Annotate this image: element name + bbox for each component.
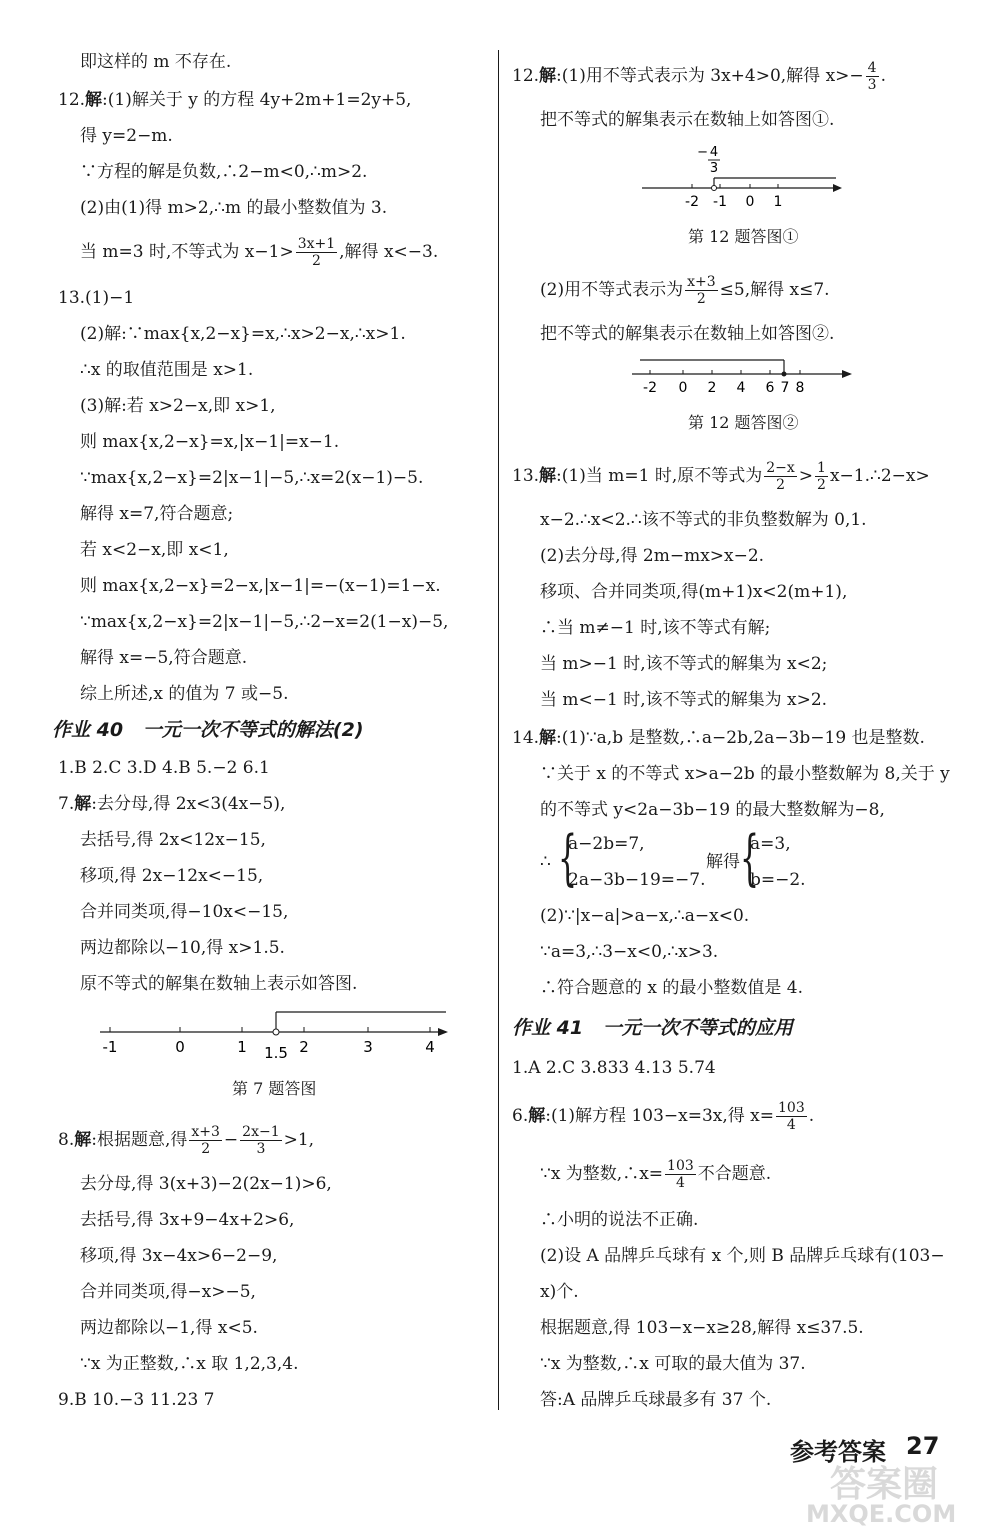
tick-label: -2 bbox=[685, 194, 699, 210]
text-line: ∵关于 x 的不等式 x>a−2b 的最小整数解为 8,关于 y bbox=[540, 764, 950, 784]
therefore-sign: ∴ bbox=[540, 852, 551, 872]
text-line: 当 m<−1 时,该不等式的解集为 x>2. bbox=[540, 690, 828, 710]
fraction-denominator: 2 bbox=[776, 477, 785, 493]
section-number: 作业 40 bbox=[52, 719, 124, 741]
point-label-numerator: 4 bbox=[709, 145, 719, 160]
fraction bbox=[815, 460, 828, 493]
fraction bbox=[189, 1124, 222, 1157]
text-line: (2)由(1)得 m>2,∴m 的最小整数值为 3. bbox=[80, 198, 388, 218]
tick-label: 8 bbox=[795, 380, 805, 396]
text-line: 去分母,得 3(x+3)−2(2x−1)>6, bbox=[80, 1174, 332, 1194]
text-span: :(1)用不等式表示为 3x+4>0,解得 x>− bbox=[556, 66, 864, 86]
tick-label: 1.5 bbox=[264, 1044, 288, 1062]
minus-sign: − bbox=[697, 145, 708, 160]
text-line: ∵x 为整数,∴x 可取的最大值为 37. bbox=[540, 1354, 806, 1374]
point-label-denominator: 3 bbox=[709, 161, 719, 176]
text-line: 则 max{x,2−x}=2−x,|x−1|=−(x−1)=1−x. bbox=[80, 576, 441, 596]
fraction-denominator: 4 bbox=[675, 1175, 685, 1191]
axis-arrow bbox=[842, 370, 852, 378]
q13-line bbox=[512, 460, 930, 493]
text-span: :(1)当 m=1 时,原不等式为 bbox=[556, 466, 763, 486]
fraction-numerator: 1 bbox=[817, 460, 826, 476]
text-line: 解得 x=7,符合题意; bbox=[80, 504, 234, 524]
text-line: 的不等式 y<2a−3b−19 的最大整数解为−8, bbox=[540, 800, 885, 820]
text-span: ≤5,解得 x≤7. bbox=[719, 280, 830, 300]
question-number: 12. bbox=[512, 66, 540, 86]
text-span: . bbox=[808, 1106, 815, 1126]
fraction-numerator: x+3 bbox=[191, 1124, 220, 1140]
text-line: 即这样的 m 不存在. bbox=[80, 52, 232, 72]
question-number: 14. bbox=[512, 728, 540, 748]
text-line: 若 x<2−x,即 x<1, bbox=[80, 540, 229, 560]
tick-label: 1 bbox=[237, 1038, 247, 1056]
text-line: 移项,得 3x−4x>6−2−9, bbox=[80, 1246, 278, 1266]
text-line: 13.(1)−1 bbox=[58, 288, 135, 308]
text-line: 1.B 2.C 3.D 4.B 5.−2 6.1 bbox=[58, 758, 270, 778]
text-line: ∵a=3,∴3−x<0,∴x>3. bbox=[540, 942, 719, 962]
text-span: x−1.∴2−x> bbox=[829, 466, 930, 486]
text-line bbox=[540, 274, 830, 307]
fraction bbox=[764, 460, 797, 493]
equation: a−2b=7, bbox=[568, 834, 645, 854]
text-line: 去括号,得 2x<12x−15, bbox=[80, 830, 266, 850]
text-line: ∴当 m≠−1 时,该不等式有解; bbox=[540, 618, 771, 638]
text-line: 把不等式的解集表示在数轴上如答图①. bbox=[540, 110, 835, 130]
number-line-q12-2 bbox=[628, 352, 856, 402]
tick-label: 0 bbox=[175, 1038, 185, 1056]
fraction-numerator: 4 bbox=[867, 60, 877, 76]
fraction bbox=[685, 274, 718, 307]
left-brace: { bbox=[558, 823, 578, 893]
watermark-url: MXQE.COM bbox=[806, 1500, 957, 1528]
text-span: :(1)∵a,b 是整数,∴a−2b,2a−3b−19 也是整数. bbox=[556, 728, 925, 748]
text-line: 移项,得 2x−12x<−15, bbox=[80, 866, 264, 886]
tick-label: 0 bbox=[745, 194, 755, 210]
left-brace: { bbox=[740, 823, 760, 893]
solution-label: 解 bbox=[85, 90, 103, 110]
text-line: ∴x 的取值范围是 x>1. bbox=[80, 360, 254, 380]
section-heading-40 bbox=[52, 718, 364, 742]
fraction-numerator: 3x+1 bbox=[297, 236, 336, 252]
text-span: (2)用不等式表示为 bbox=[540, 280, 684, 300]
column-divider bbox=[498, 50, 499, 1410]
text-line: 两边都除以−10,得 x>1.5. bbox=[80, 938, 285, 958]
fraction-numerator: 2−x bbox=[766, 460, 795, 476]
section-title: 一元一次不等式的解法(2) bbox=[142, 719, 364, 741]
fraction-denominator: 4 bbox=[786, 1117, 796, 1133]
footer-label: 参考答案 bbox=[790, 1438, 886, 1466]
text-line: 1.A 2.C 3.833 4.13 5.74 bbox=[512, 1058, 716, 1078]
text-line: (2)设 A 品牌乒乓球有 x 个,则 B 品牌乒乓球有(103− bbox=[540, 1246, 945, 1266]
solution-label: 解 bbox=[74, 794, 92, 814]
text-line: 则 max{x,2−x}=x,|x−1|=x−1. bbox=[80, 432, 340, 452]
q12-line bbox=[512, 60, 886, 93]
text-line: 合并同类项,得−10x<−15, bbox=[80, 902, 289, 922]
equation: a=3, bbox=[750, 834, 791, 854]
question-number: 13. bbox=[512, 466, 540, 486]
text-span: :(1)解关于 y 的方程 4y+2m+1=2y+5, bbox=[102, 90, 412, 110]
tick-label: 0 bbox=[678, 380, 688, 396]
text-line: ∵x 为正整数,∴x 取 1,2,3,4. bbox=[80, 1354, 299, 1374]
question-number: 6. bbox=[512, 1106, 529, 1126]
solution-label: 解 bbox=[539, 728, 557, 748]
tick-label: 2 bbox=[299, 1038, 309, 1056]
question-number: 12. bbox=[58, 90, 86, 110]
open-point bbox=[273, 1029, 279, 1035]
text-line: ∵max{x,2−x}=2|x−1|−5,∴x=2(x−1)−5. bbox=[80, 468, 424, 488]
equation: 2a−3b−19=−7. bbox=[568, 870, 706, 890]
section-number: 作业 41 bbox=[512, 1017, 584, 1039]
number-line-q12-1 bbox=[640, 144, 844, 212]
text-line: ∴小明的说法不正确. bbox=[540, 1210, 699, 1230]
fraction-denominator: 2 bbox=[201, 1141, 211, 1157]
solution-label: 解 bbox=[539, 66, 557, 86]
tick-label: 3 bbox=[363, 1038, 373, 1056]
text-span: :(1)解方程 103−x=3x,得 x= bbox=[545, 1106, 775, 1126]
text-line: 9.B 10.−3 11.23 7 bbox=[58, 1390, 215, 1410]
text-line: 根据题意,得 103−x−x≥28,解得 x≤37.5. bbox=[540, 1318, 864, 1338]
text-span: . bbox=[880, 66, 886, 86]
q6-line bbox=[512, 1100, 814, 1133]
tick-label: 6 bbox=[765, 380, 775, 396]
open-point bbox=[712, 186, 717, 191]
fraction-denominator: 3 bbox=[867, 77, 877, 93]
equation: b=−2. bbox=[750, 870, 806, 890]
solution-label: 解 bbox=[528, 1106, 546, 1126]
q7-line bbox=[58, 792, 285, 816]
question-number: 8. bbox=[58, 1130, 75, 1150]
text-line: (2)解:∵max{x,2−x}=x,∴x>2−x,∴x>1. bbox=[80, 324, 406, 344]
fraction bbox=[296, 236, 337, 269]
text-line: 合并同类项,得−x>−5, bbox=[80, 1282, 256, 1302]
fraction bbox=[665, 1158, 696, 1191]
q14-line bbox=[512, 726, 925, 750]
tick-label: 1 bbox=[773, 194, 783, 210]
fraction-denominator: 2 bbox=[817, 477, 826, 493]
tick-label: 4 bbox=[425, 1038, 435, 1056]
tick-label: -2 bbox=[643, 380, 657, 396]
text-line: 两边都除以−1,得 x<5. bbox=[80, 1318, 258, 1338]
fraction-numerator: 2x−1 bbox=[242, 1124, 280, 1140]
figure-caption: 第 12 题答图① bbox=[688, 227, 799, 246]
q12-line bbox=[58, 88, 411, 112]
watermark-logo: 答案圈 bbox=[830, 1464, 939, 1505]
text-span: >1, bbox=[283, 1130, 315, 1150]
text-line: ∴符合题意的 x 的最小整数值是 4. bbox=[540, 978, 804, 998]
text-line: 得 y=2−m. bbox=[80, 126, 173, 146]
fraction bbox=[776, 1100, 807, 1133]
figure-caption: 第 7 题答图 bbox=[232, 1079, 317, 1098]
fraction bbox=[240, 1124, 281, 1157]
text-span: :去分母,得 2x<3(4x−5), bbox=[91, 794, 286, 814]
fraction-denominator: 2 bbox=[311, 253, 321, 269]
tick-label: -1 bbox=[102, 1038, 118, 1056]
text-line bbox=[540, 1158, 771, 1191]
q8-line bbox=[58, 1124, 314, 1157]
text-line: x)个. bbox=[540, 1282, 579, 1302]
fraction-denominator: 2 bbox=[696, 291, 706, 307]
text-span: ∵x 为整数,∴x= bbox=[540, 1164, 664, 1184]
text-line: 原不等式的解集在数轴上表示如答图. bbox=[80, 974, 358, 994]
tick-label: 2 bbox=[707, 380, 717, 396]
axis-arrow bbox=[833, 184, 842, 192]
text-span: > bbox=[798, 466, 814, 486]
number-line-q7 bbox=[96, 1006, 456, 1066]
text-line: 答:A 品牌乒乓球最多有 37 个. bbox=[540, 1390, 772, 1410]
text-span: − bbox=[223, 1130, 239, 1150]
text-line: x−2.∴x<2.∴该不等式的非负整数解为 0,1. bbox=[540, 510, 867, 530]
text-line bbox=[80, 236, 438, 269]
page-number: 27 bbox=[906, 1432, 940, 1460]
section-title: 一元一次不等式的应用 bbox=[602, 1017, 793, 1039]
section-heading-41 bbox=[512, 1016, 793, 1040]
text-line: (3)解:若 x>2−x,即 x>1, bbox=[80, 396, 276, 416]
fraction-numerator: 103 bbox=[667, 1158, 694, 1174]
text-span: 不合题意. bbox=[697, 1164, 772, 1184]
solution-label: 解 bbox=[74, 1130, 92, 1150]
fraction bbox=[866, 60, 879, 93]
tick-label: 4 bbox=[736, 380, 746, 396]
text-line: (2)去分母,得 2m−mx>x−2. bbox=[540, 546, 765, 566]
text-line: ∵方程的解是负数,∴2−m<0,∴m>2. bbox=[80, 162, 368, 182]
text-line: 把不等式的解集表示在数轴上如答图②. bbox=[540, 324, 835, 344]
solution-label: 解 bbox=[539, 466, 557, 486]
fraction-numerator: 103 bbox=[778, 1100, 805, 1116]
text-line: ∵max{x,2−x}=2|x−1|−5,∴2−x=2(1−x)−5, bbox=[80, 612, 449, 632]
closed-point bbox=[782, 372, 787, 377]
text-span: ,解得 x<−3. bbox=[339, 242, 439, 262]
text-line: 解得 bbox=[706, 852, 740, 872]
fraction-numerator: x+3 bbox=[687, 274, 716, 290]
question-number: 7. bbox=[58, 794, 75, 814]
text-line: 综上所述,x 的值为 7 或−5. bbox=[80, 684, 289, 704]
text-span: :根据题意,得 bbox=[91, 1130, 188, 1150]
fraction-denominator: 3 bbox=[256, 1141, 266, 1157]
text-line: (2)∵|x−a|>a−x,∴a−x<0. bbox=[540, 906, 750, 926]
text-line: 移项、合并同类项,得(m+1)x<2(m+1), bbox=[540, 582, 848, 602]
tick-label: 7 bbox=[780, 380, 790, 396]
axis-arrow bbox=[438, 1028, 448, 1036]
text-line: 当 m>−1 时,该不等式的解集为 x<2; bbox=[540, 654, 828, 674]
text-span: 当 m=3 时,不等式为 x−1> bbox=[80, 242, 294, 262]
tick-label: -1 bbox=[713, 194, 727, 210]
text-line: 去括号,得 3x+9−4x+2>6, bbox=[80, 1210, 295, 1230]
figure-caption: 第 12 题答图② bbox=[688, 413, 799, 432]
text-line: 解得 x=−5,符合题意. bbox=[80, 648, 248, 668]
